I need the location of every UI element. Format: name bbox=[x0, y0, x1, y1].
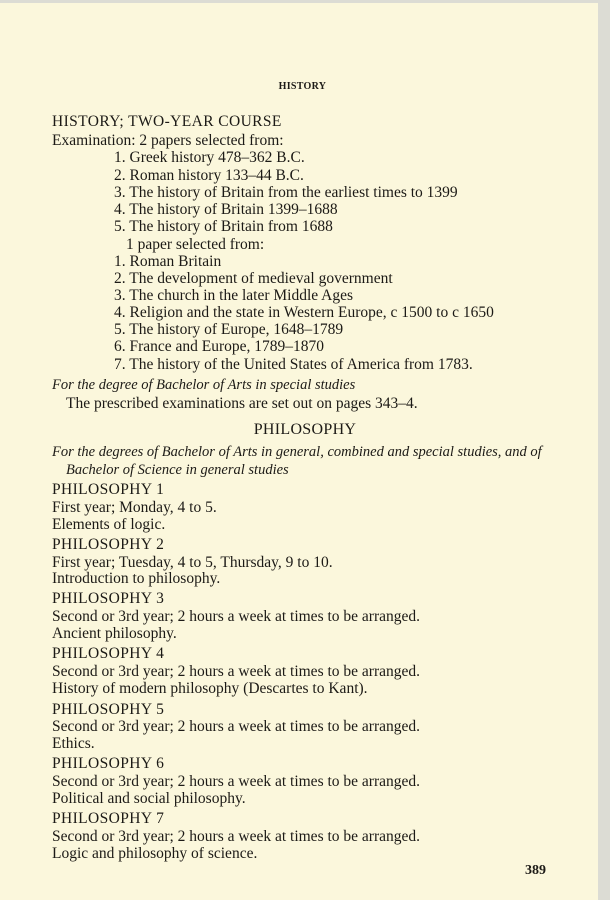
philosophy-intro-line1: For the degrees of Bachelor of Arts in general, combined and special studies, and of bbox=[52, 444, 542, 460]
course-title: PHILOSOPHY 5 bbox=[52, 701, 165, 718]
course-schedule: Second or 3rd year; 2 hours a week at times to be arranged. bbox=[52, 828, 420, 845]
examination-line: Examination: 2 papers selected from: bbox=[52, 132, 284, 149]
special-studies-heading: For the degree of Bachelor of Arts in special studies bbox=[52, 377, 356, 393]
course-title: PHILOSOPHY 6 bbox=[52, 755, 165, 772]
course-title: PHILOSOPHY 1 bbox=[52, 481, 165, 498]
course-description: Logic and philosophy of science. bbox=[52, 845, 258, 862]
course-description: Elements of logic. bbox=[52, 516, 166, 533]
list-item: 3. The church in the later Middle Ages bbox=[114, 287, 354, 304]
list-item: 1. Roman Britain bbox=[114, 253, 222, 270]
course-schedule: Second or 3rd year; 2 hours a week at times to be arranged. bbox=[52, 773, 420, 790]
list-item: 1. Greek history 478–362 B.C. bbox=[114, 149, 305, 166]
course-schedule: Second or 3rd year; 2 hours a week at times to be arranged. bbox=[52, 663, 420, 680]
list-item: 2. Roman history 133–44 B.C. bbox=[114, 167, 304, 184]
list-item: 4. The history of Britain 1399–1688 bbox=[114, 201, 338, 218]
list-item: 7. The history of the United States of America from 1783. bbox=[114, 356, 473, 373]
course-schedule: Second or 3rd year; 2 hours a week at times to be arranged. bbox=[52, 608, 420, 625]
course-schedule: Second or 3rd year; 2 hours a week at times to be arranged. bbox=[52, 718, 420, 735]
running-head: HISTORY bbox=[278, 81, 327, 92]
course-schedule: First year; Monday, 4 to 5. bbox=[52, 499, 217, 516]
list-item: 3. The history of Britain from the earliest times to 1399 bbox=[114, 184, 458, 201]
course-title: PHILOSOPHY 7 bbox=[52, 810, 165, 827]
course-title: PHILOSOPHY 4 bbox=[52, 645, 165, 662]
list-b-intro: 1 paper selected from: bbox=[126, 236, 265, 253]
list-item: 4. Religion and the state in Western Europe, c 1500 to c 1650 bbox=[114, 304, 494, 321]
course-title: PHILOSOPHY 2 bbox=[52, 536, 165, 553]
list-item: 2. The development of medieval government bbox=[114, 270, 393, 287]
course-description: Ancient philosophy. bbox=[52, 625, 177, 642]
list-item: 5. The history of Europe, 1648–1789 bbox=[114, 321, 344, 338]
course-description: Ethics. bbox=[52, 735, 95, 752]
philosophy-heading: PHILOSOPHY bbox=[253, 421, 357, 438]
course-description: Political and social philosophy. bbox=[52, 790, 246, 807]
course-title: PHILOSOPHY 3 bbox=[52, 590, 165, 607]
course-description: History of modern philosophy (Descartes to Kant). bbox=[52, 680, 368, 697]
page-number: 389 bbox=[525, 863, 546, 878]
course-description: Introduction to philosophy. bbox=[52, 570, 221, 587]
philosophy-intro-line2: Bachelor of Science in general studies bbox=[66, 462, 289, 478]
course-schedule: First year; Tuesday, 4 to 5, Thursday, 9 to 10. bbox=[52, 554, 333, 571]
special-studies-text: The prescribed examinations are set out on pages 343–4. bbox=[66, 395, 418, 412]
document-page bbox=[0, 3, 598, 900]
history-heading: HISTORY; TWO-YEAR COURSE bbox=[52, 113, 282, 130]
list-item: 6. France and Europe, 1789–1870 bbox=[114, 338, 325, 355]
list-item: 5. The history of Britain from 1688 bbox=[114, 218, 333, 235]
